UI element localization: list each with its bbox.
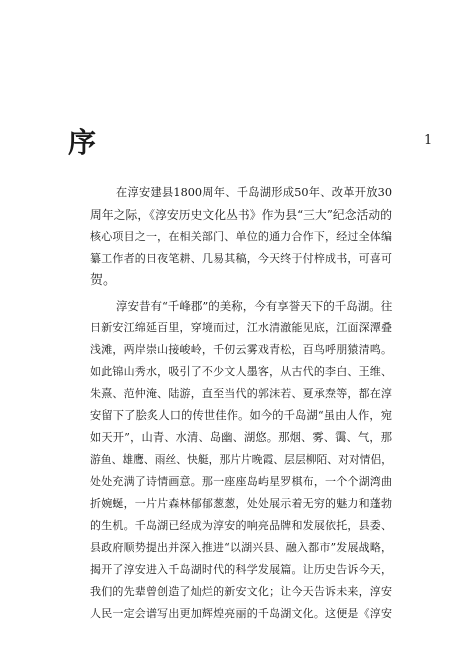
text-line: 揭开了淳安进入千岛湖时代的科学发展篇。让历史告诉今天， — [90, 563, 392, 576]
text-line: 纂工作者的日夜笔耕、几易其稿，今天终于付梓成书，可喜可 — [90, 252, 392, 265]
text-line: 浅滩，两岸崇山接峻岭，千仞云雾戏青松，百鸟呼朋猿清鸣。 — [90, 343, 392, 356]
text-line: 朱熹、范仲淹、陆游，直至当代的郭沫若、夏承焘等，都在淳 — [90, 387, 392, 400]
text-line: 折婉蜒，一片片森林郁郁葱葱，处处展示着无穷的魅力和蓬勃 — [90, 497, 392, 510]
text-line: 淳安昔有“千峰郡”的美称，今有享誉天下的千岛湖。往 — [116, 299, 392, 313]
text-line: 周年之际，《淳安历史文化丛书》作为县“三大”纪念活动的 — [90, 208, 392, 222]
paragraph-1 — [90, 182, 392, 292]
text-line: 贺。 — [90, 273, 117, 288]
chapter-title: 序 — [68, 126, 97, 159]
page-number: 1 — [424, 133, 433, 148]
preface-body — [90, 182, 392, 625]
text-line: 日新安江绵延百里，穿境而过，江水清澈能见底，江面深潭叠 — [90, 321, 392, 334]
text-line: 游鱼、雄鹰、雨丝、快艇，那片片晚霞、层层柳陌、对对情侣， — [90, 453, 392, 466]
text-line: 在淳安建县1800周年、千岛湖形成50年、改革开放30 — [116, 186, 392, 199]
paragraph-2 — [90, 295, 392, 625]
text-line: 我们的先辈曾创造了灿烂的新安文化；让今天告诉未来，淳安 — [90, 585, 392, 598]
text-line: 的生机。千岛湖已经成为淳安的响亮品牌和发展依托，县委、 — [90, 519, 392, 532]
text-line: 人民一定会谱写出更加辉煌亮丽的千岛湖文化。这便是《淳安 — [90, 607, 392, 620]
text-line: 安留下了脍炙人口的传世佳作。如今的千岛湖“虽由人作，宛 — [90, 409, 392, 422]
text-line: 处处充满了诗情画意。那一座座岛屿星罗棋布，一个个湖湾曲 — [90, 475, 392, 488]
text-line: 如天开”，山青、水清、岛幽、湖悠。那烟、雾、霭、气，那 — [90, 431, 392, 444]
text-line: 县政府顺势提出并深入推进“以湖兴县、融入都市”发展战略， — [90, 541, 392, 554]
text-line: 如此锦山秀水，吸引了不少文人墨客，从古代的李白、王维、 — [90, 365, 392, 378]
text-line: 核心项目之一，在相关部门、单位的通力合作下，经过全体编 — [90, 230, 392, 243]
